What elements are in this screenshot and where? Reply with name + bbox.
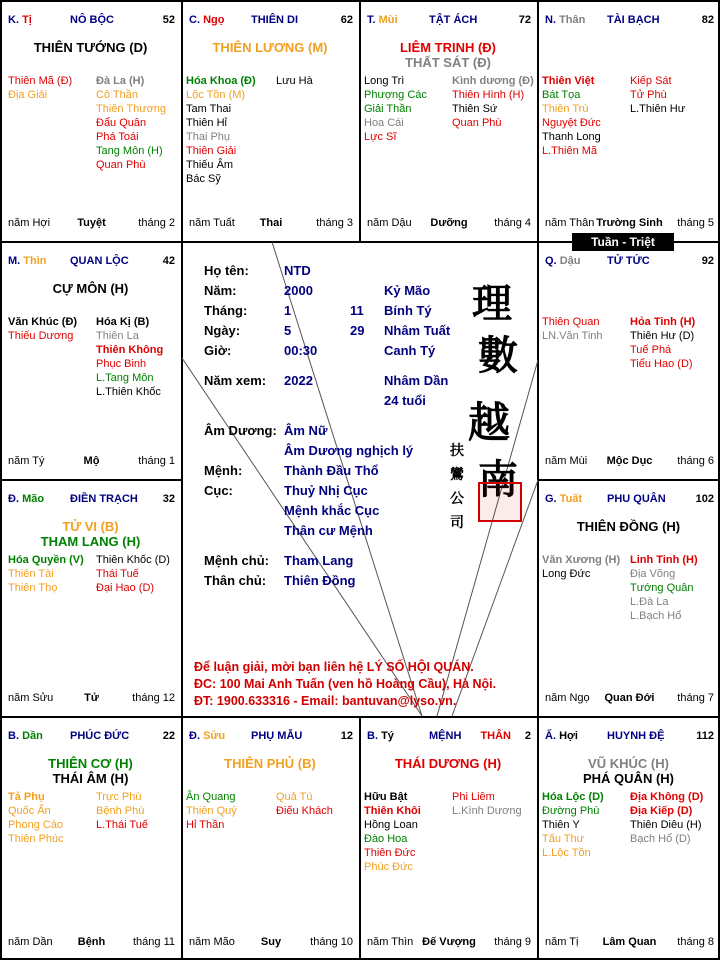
- left-star-column: [364, 790, 421, 874]
- palace-footer: [8, 455, 175, 469]
- phu-tinh: Đường Phù: [542, 805, 600, 817]
- phu-tinh: Thiên Quan: [542, 316, 600, 328]
- nguyet-han-month: tháng 1: [138, 455, 175, 467]
- phu-tinh: Thiên Thương: [96, 103, 167, 115]
- am-duong-note: Âm Dương nghịch lý: [284, 443, 414, 458]
- chinh-tinh: THÁI DƯƠNG (H): [394, 756, 502, 771]
- palace-header: [545, 730, 714, 744]
- red-seal-stamp: [478, 482, 522, 522]
- left-star-column: [186, 74, 256, 186]
- palace-header: [8, 14, 175, 28]
- nguyet-han-month: tháng 5: [677, 217, 714, 229]
- ho-ten-value: NTD: [284, 263, 311, 278]
- phu-tinh: Lực Sĩ: [364, 131, 397, 143]
- phu-tinh: Hoa Cái: [364, 117, 404, 129]
- palace-ty: [359, 716, 537, 960]
- chinh-tinh: THIÊN CƠ (H): [48, 756, 133, 771]
- phu-tinh: Linh Tinh (H): [630, 554, 698, 566]
- phu-tinh: Thiên Khốc (D): [96, 554, 170, 566]
- palace-dau: [537, 241, 720, 479]
- palace-header: [367, 14, 531, 28]
- palace-header: [8, 493, 175, 507]
- phu-tinh: L.Bạch Hổ: [630, 610, 682, 622]
- ngay-am-lich: 29: [350, 323, 365, 338]
- phu-tinh: Thiếu Dương: [8, 330, 74, 342]
- palace-header: [545, 255, 714, 269]
- tieu-han-year: năm Thìn: [367, 936, 414, 948]
- palace-hoi: [537, 716, 720, 960]
- palace-footer: [8, 692, 175, 706]
- chinh-tinh: THIÊN ĐỒNG (H): [576, 519, 681, 534]
- phu-tinh: Thiên Diêu (H): [630, 819, 702, 831]
- chinh-tinh: THIÊN TƯỚNG (D): [33, 40, 148, 55]
- phu-tinh: L.Thiên Mã: [542, 145, 598, 157]
- truong-sinh-phase: Bệnh: [77, 936, 106, 948]
- palace-header: [8, 730, 175, 744]
- palace-footer: [367, 936, 531, 950]
- phu-tinh: Đẩu Quân: [96, 117, 147, 129]
- can-chi: N. Thân: [545, 14, 586, 26]
- can-chi: Đ. Sửu: [189, 730, 226, 742]
- thang-label: Tháng:: [204, 303, 248, 318]
- phu-tinh: Quốc Ấn: [8, 805, 51, 817]
- truong-sinh-phase: Lâm Quan: [602, 936, 657, 948]
- nguyet-han-month: tháng 12: [132, 692, 175, 704]
- dai-han-age: 62: [340, 14, 353, 26]
- palace-name: HUYNH ĐỆ: [607, 730, 665, 742]
- palace-name: PHU QUÂN: [607, 493, 666, 505]
- nam-xem-value: 2022: [284, 373, 313, 388]
- palace-name: QUAN LỘC: [70, 255, 129, 267]
- chinh-tinh: THIÊN LƯƠNG (M): [212, 40, 328, 55]
- tieu-han-year: năm Tị: [545, 936, 579, 948]
- palace-dan: [0, 716, 181, 960]
- truong-sinh-phase: Thai: [259, 217, 283, 229]
- phu-tinh: Bác Sỹ: [186, 173, 221, 185]
- phu-tinh: Thiên La: [96, 330, 139, 342]
- phu-tinh: Điếu Khách: [276, 805, 333, 817]
- can-chi: M. Thìn: [8, 255, 47, 267]
- truong-sinh-phase: Trường Sinh: [596, 217, 663, 229]
- nguyet-han-month: tháng 10: [310, 936, 353, 948]
- seal-small-char: 鸞: [450, 467, 464, 483]
- palace-footer: [189, 936, 353, 950]
- truong-sinh-phase: Đế Vượng: [422, 936, 476, 948]
- palace-ti: [0, 0, 181, 241]
- gio-value: 00:30: [284, 343, 318, 358]
- chinh-tinh: PHÁ QUÂN (H): [583, 771, 674, 786]
- right-star-column: [96, 553, 170, 595]
- palace-name: THIÊN DI: [251, 14, 299, 26]
- phu-tinh: Cô Thần: [96, 89, 138, 101]
- phu-tinh: Phong Cáo: [8, 819, 64, 831]
- phu-tinh: Kiếp Sát: [630, 75, 672, 87]
- calligraphy-char: 理: [472, 280, 512, 327]
- thang-value: 1: [284, 303, 292, 318]
- cuc-label: Cục:: [204, 483, 233, 498]
- phu-tinh: Thiên Không: [96, 344, 164, 356]
- palace-ngo: [181, 0, 359, 241]
- than-chu-label: Thân chủ:: [204, 573, 267, 588]
- palace-tuat: [537, 479, 720, 716]
- tieu-han-year: năm Hợi: [8, 217, 51, 229]
- phu-tinh: Địa Võng: [630, 568, 676, 580]
- phu-tinh: Bệnh Phù: [96, 805, 145, 817]
- phu-tinh: Tuế Phá: [630, 344, 672, 356]
- nguyet-han-month: tháng 7: [677, 692, 714, 704]
- truong-sinh-phase: Mộc Dục: [606, 455, 653, 467]
- dai-han-age: 102: [695, 493, 714, 505]
- phu-tinh: Thiên Việt: [542, 75, 595, 87]
- palace-name: TỬ TỨC: [607, 255, 650, 267]
- ngay-label: Ngày:: [204, 323, 241, 338]
- phu-tinh: Thiên Y: [542, 819, 580, 831]
- dai-han-age: 32: [162, 493, 175, 505]
- phu-tinh: Thiên Khôi: [364, 805, 421, 817]
- palace-name: MỆNH: [429, 730, 462, 742]
- chinh-tinh: THÁI ÂM (H): [52, 771, 129, 786]
- ngay-value: 5: [284, 323, 292, 338]
- phu-tinh: Thanh Long: [542, 131, 601, 143]
- phu-tinh: Hóa Quyền (V): [8, 554, 84, 566]
- truong-sinh-phase: Dưỡng: [430, 217, 468, 229]
- tieu-han-year: năm Mùi: [545, 455, 588, 467]
- thang-am-lich: 11: [350, 303, 364, 318]
- phu-tinh: Lưu Hà: [276, 75, 313, 87]
- phu-tinh: Đại Hao (D): [96, 582, 155, 594]
- right-star-column: [630, 74, 685, 116]
- right-star-column: [452, 74, 534, 130]
- palace-header: [545, 14, 714, 28]
- center-panel: [182, 242, 538, 716]
- chinh-tinh: THAM LANG (H): [40, 534, 141, 549]
- palace-name: PHÚC ĐỨC: [70, 730, 130, 742]
- right-star-column: [630, 553, 698, 623]
- dai-han-age: 2: [524, 730, 531, 742]
- phu-tinh: Văn Xương (H): [542, 554, 621, 566]
- than-cu-value: Thân cư Mệnh: [284, 523, 373, 538]
- phu-tinh: L.Thái Tuế: [96, 819, 148, 831]
- truong-sinh-phase: Quan Đới: [604, 692, 655, 704]
- thang-can-chi: Bính Tý: [384, 303, 432, 318]
- phu-tinh: L.Thiên Hư: [630, 103, 686, 115]
- left-star-column: [542, 74, 601, 158]
- nam-xem-can-chi: Nhâm Dần: [384, 373, 449, 388]
- phu-tinh: Ân Quang: [186, 791, 236, 803]
- phu-tinh: Tử Phù: [630, 89, 667, 101]
- grid-line: [359, 717, 361, 960]
- dai-han-age: 72: [518, 14, 531, 26]
- phu-tinh: Thiếu Âm: [186, 159, 234, 171]
- palace-thin: [0, 241, 181, 479]
- palace-suu: [181, 716, 359, 960]
- phu-tinh: Tang Môn (H): [96, 145, 163, 157]
- than-chu-value: Thiên Đồng: [284, 573, 356, 588]
- palace-footer: [545, 692, 714, 706]
- tieu-han-year: năm Sửu: [8, 692, 54, 704]
- palace-header: [189, 730, 353, 744]
- phu-tinh: Địa Giải: [8, 89, 48, 101]
- grid-line: [0, 479, 182, 481]
- chinh-tinh: LIÊM TRINH (Đ): [399, 40, 497, 55]
- phu-tinh: Hỉ Thần: [186, 819, 225, 831]
- phu-tinh: Địa Kiếp (D): [630, 805, 693, 817]
- seal-small-char: 扶: [450, 443, 464, 459]
- phu-tinh: Thái Tuế: [96, 568, 139, 580]
- phu-tinh: Quan Phù: [96, 159, 146, 171]
- gio-can-chi: Canh Tý: [384, 343, 436, 358]
- phu-tinh: Thiên Tài: [8, 568, 54, 580]
- can-chi: Q. Dậu: [545, 255, 581, 267]
- palace-header: [367, 730, 531, 744]
- menh-chu-value: Tham Lang: [284, 553, 354, 568]
- grid-line: [359, 0, 361, 242]
- tieu-han-year: năm Tý: [8, 455, 45, 467]
- phu-tinh: Nguyệt Đức: [542, 117, 601, 129]
- phu-tinh: Tấu Thư: [542, 833, 585, 845]
- palace-name: PHỤ MẪU: [251, 730, 303, 742]
- phu-tinh: Quả Tú: [276, 791, 313, 803]
- tieu-han-year: năm Dậu: [367, 217, 412, 229]
- phu-tinh: Đào Hoa: [364, 833, 408, 845]
- palace-footer: [367, 217, 531, 231]
- phu-tinh: Thiên Đức: [364, 847, 416, 859]
- phu-tinh: Thiên Giải: [186, 145, 237, 157]
- phu-tinh: Hồng Loan: [364, 819, 418, 831]
- dai-han-age: 112: [696, 730, 714, 742]
- left-star-column: [542, 315, 603, 343]
- address-line: ĐC: 100 Mai Anh Tuấn (ven hồ Hoàng Cầu), Hà Nội.: [194, 677, 497, 691]
- nam-label: Năm:: [204, 283, 237, 298]
- dai-han-age: 82: [701, 14, 714, 26]
- phu-tinh: Hỏa Tinh (H): [630, 316, 696, 328]
- phu-tinh: Phục Binh: [96, 358, 147, 370]
- menh-label: Mệnh:: [204, 463, 243, 478]
- phu-tinh: Địa Không (D): [630, 791, 704, 803]
- left-star-column: [8, 790, 64, 846]
- tieu-han-year: năm Dần: [8, 936, 53, 948]
- phu-tinh: Thiên Sứ: [452, 103, 498, 115]
- palace-name: ĐIỀN TRẠCH: [70, 493, 138, 505]
- phu-tinh: Lộc Tồn (M): [186, 89, 246, 101]
- right-star-column: [630, 790, 703, 846]
- nam-value: 2000: [284, 283, 313, 298]
- left-star-column: [542, 553, 620, 581]
- phu-tinh: Hữu Bật: [364, 791, 408, 803]
- calligraphy-char: 越: [468, 398, 511, 447]
- phu-tinh: Văn Khúc (Đ): [8, 316, 78, 328]
- dai-han-age: 92: [701, 255, 714, 267]
- grid-line: [538, 479, 720, 481]
- phu-tinh: Quan Phù: [452, 117, 502, 129]
- phu-tinh: L.Lộc Tồn: [542, 847, 591, 859]
- phu-tinh: Thiên Thọ: [8, 582, 58, 594]
- tieu-han-year: năm Mão: [189, 936, 235, 948]
- tieu-han-year: năm Tuất: [189, 217, 235, 229]
- phu-tinh: Bát Tọa: [542, 89, 581, 101]
- can-chi: Ấ. Hợi: [545, 730, 578, 742]
- dai-han-age: 52: [162, 14, 175, 26]
- right-star-column: [96, 315, 163, 399]
- phu-tinh: Hóa Kị (B): [96, 316, 150, 328]
- palace-header: [189, 14, 353, 28]
- palace-name: NÔ BỘC: [70, 14, 114, 26]
- truong-sinh-phase: Mộ: [83, 455, 100, 467]
- gio-label: Giờ:: [204, 343, 232, 358]
- phu-tinh: L.Tang Môn: [96, 372, 154, 384]
- phu-tinh: Thiên Trù: [542, 103, 589, 115]
- phu-tinh: Thiên Hư (D): [630, 330, 695, 342]
- tuan-triet-badge: Tuần - Triệt: [572, 233, 674, 251]
- phu-tinh: Thiên Phúc: [8, 833, 64, 845]
- calligraphy-char: 數: [478, 332, 518, 379]
- menh-chu-label: Mệnh chủ:: [204, 553, 269, 568]
- seal-small-char: 公: [450, 491, 464, 507]
- left-star-column: [186, 790, 237, 832]
- tieu-han-year: năm Ngọ: [545, 692, 590, 704]
- phu-tinh: Thiên Hình (H): [452, 89, 525, 101]
- chinh-tinh: VŨ KHÚC (H): [588, 756, 669, 771]
- phu-tinh: Hóa Khoa (Đ): [186, 75, 256, 87]
- palace-footer: [8, 936, 175, 950]
- can-chi: T. Mùi: [367, 14, 398, 26]
- phone-email-line: ĐT: 1900.633316 - Email: bantuvan@lyso.vn.: [194, 694, 457, 708]
- right-star-column: [96, 790, 148, 832]
- left-star-column: [8, 553, 84, 595]
- tuoi-value: 24 tuổi: [384, 393, 426, 408]
- chinh-tinh: CỰ MÔN (H): [52, 281, 129, 296]
- palace-name: TẬT ÁCH: [429, 14, 478, 26]
- palace-header: [545, 493, 714, 507]
- truong-sinh-phase: Suy: [260, 936, 282, 948]
- can-chi: B. Dần: [8, 730, 43, 742]
- nguyet-han-month: tháng 8: [677, 936, 714, 948]
- phu-tinh: Thai Phụ: [186, 131, 231, 143]
- phu-tinh: Tam Thai: [186, 103, 232, 115]
- phu-tinh: Phúc Đức: [364, 861, 413, 873]
- nguyet-han-month: tháng 6: [677, 455, 714, 467]
- right-star-column: [96, 74, 166, 172]
- calligraphy-char: 南: [478, 456, 518, 503]
- left-star-column: [8, 315, 77, 343]
- seal-small-char: 司: [450, 515, 464, 531]
- phu-tinh: Long Đức: [542, 568, 591, 580]
- phu-tinh: Thiên Mã (Đ): [8, 75, 73, 87]
- left-star-column: [542, 790, 604, 860]
- truong-sinh-phase: Tử: [84, 692, 99, 704]
- palace-footer: [8, 217, 175, 231]
- phu-tinh: Phá Toái: [96, 131, 139, 143]
- phu-tinh: Tả Phụ: [8, 791, 45, 803]
- nguyet-han-month: tháng 2: [138, 217, 175, 229]
- can-chi: G. Tuất: [545, 493, 583, 505]
- nguyet-han-month: tháng 9: [494, 936, 531, 948]
- palace-footer: [189, 217, 353, 231]
- phu-tinh: Trực Phù: [96, 791, 142, 803]
- phu-tinh: Hóa Lộc (D): [542, 791, 604, 803]
- palace-footer: [545, 936, 714, 950]
- phu-tinh: Thiên Hỉ: [186, 117, 227, 129]
- phu-tinh: Phượng Các: [364, 89, 427, 101]
- am-duong-label: Âm Dương:: [204, 423, 277, 438]
- can-chi: B. Tý: [367, 730, 394, 742]
- palace-header: [8, 255, 175, 269]
- truong-sinh-phase: Tuyệt: [77, 217, 106, 229]
- ngay-can-chi: Nhâm Tuất: [384, 323, 451, 338]
- nguyet-han-month: tháng 4: [494, 217, 531, 229]
- dai-han-age: 42: [162, 255, 175, 267]
- phu-tinh: Tướng Quân: [630, 582, 694, 594]
- menh-value: Thành Đầu Thổ: [284, 463, 379, 478]
- can-chi: K. Tị: [8, 14, 32, 26]
- phu-tinh: Long Trì: [364, 75, 405, 87]
- palace-than: [537, 0, 720, 241]
- phu-tinh: Kình dương (Đ): [452, 75, 534, 87]
- chinh-tinh: THẤT SÁT (Đ): [405, 55, 491, 70]
- palace-mao: [0, 479, 181, 716]
- right-star-column: [630, 315, 695, 371]
- nguyet-han-month: tháng 11: [132, 936, 175, 948]
- phu-tinh: L.Đà La: [630, 596, 669, 608]
- phu-tinh: L.Kình Dương: [452, 805, 522, 817]
- palace-mui: [359, 0, 537, 241]
- right-star-column: [452, 790, 522, 818]
- tieu-han-year: năm Thân: [545, 217, 595, 229]
- phu-tinh: L.Thiên Khốc: [96, 386, 161, 398]
- nguyet-han-month: tháng 3: [316, 217, 353, 229]
- cuc-relation: Mệnh khắc Cục: [284, 503, 380, 518]
- am-duong-value: Âm Nữ: [284, 423, 328, 438]
- dai-han-age: 12: [340, 730, 353, 742]
- phu-tinh: LN.Văn Tinh: [542, 330, 603, 342]
- nam-xem-label: Năm xem:: [204, 373, 267, 388]
- phu-tinh: Bạch Hổ (D): [630, 833, 691, 845]
- phu-tinh: Đà La (H): [96, 75, 145, 87]
- nam-can-chi: Kỷ Mão: [384, 283, 431, 298]
- than-marker: THÂN: [480, 730, 511, 742]
- can-chi: C. Ngọ: [189, 14, 225, 26]
- palace-footer: [545, 455, 714, 469]
- can-chi: Đ. Mão: [8, 493, 45, 505]
- phu-tinh: Phi Liêm: [452, 791, 495, 803]
- palace-footer: [545, 217, 714, 231]
- left-star-column: [364, 74, 427, 144]
- dai-han-age: 22: [162, 730, 175, 742]
- chinh-tinh: THIÊN PHỦ (B): [224, 756, 316, 771]
- chinh-tinh: TỬ VI (B): [62, 519, 119, 534]
- right-star-column: [276, 74, 313, 88]
- right-star-column: [276, 790, 333, 818]
- phu-tinh: Thiên Quý: [186, 805, 237, 817]
- left-star-column: [8, 74, 72, 102]
- palace-name: TÀI BẠCH: [607, 14, 660, 26]
- contact-line: Để luận giải, mời bạn liên hệ LÝ SỐ HỘI QUÁN.: [194, 660, 474, 674]
- phu-tinh: Tiểu Hao (D): [630, 358, 693, 370]
- phu-tinh: Giải Thần: [364, 103, 412, 115]
- ho-ten-label: Họ tên:: [204, 263, 249, 278]
- cuc-value: Thuỷ Nhị Cục: [284, 483, 368, 498]
